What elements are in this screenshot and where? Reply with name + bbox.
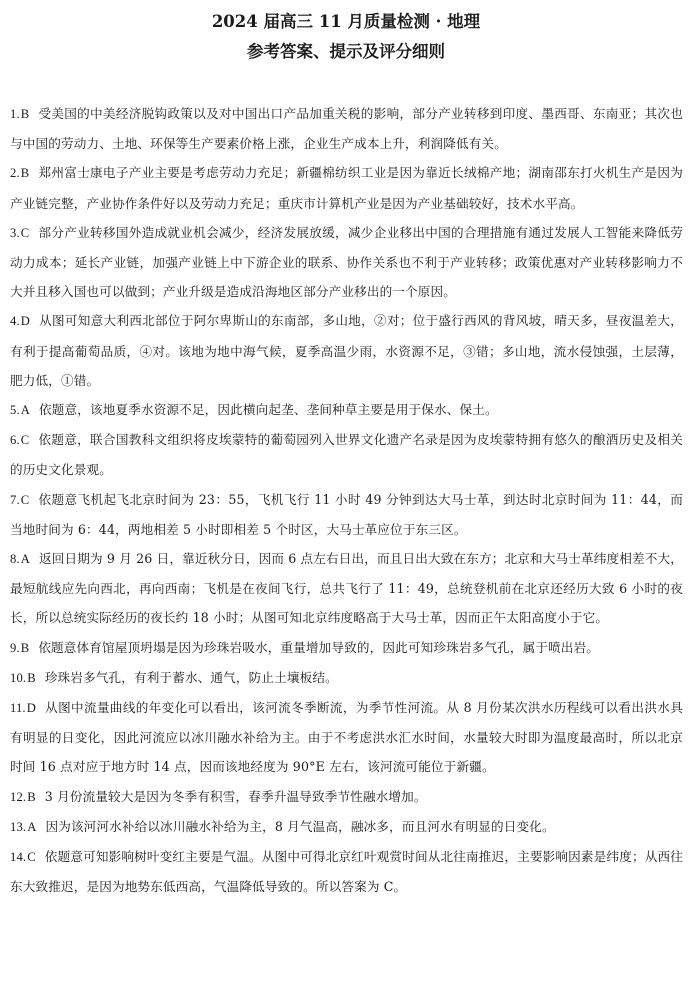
answer-list — [10, 99, 683, 901]
question-number: 6. — [10, 433, 20, 448]
answer-explanation: 3 月份流量较大是因为冬季有积雪，春季升温导致季节性融水增加。 — [44, 788, 427, 804]
answer-item — [10, 395, 683, 425]
answer-choice: C — [20, 225, 30, 240]
answer-choice: A — [20, 403, 30, 418]
answer-item — [10, 425, 683, 484]
answer-item — [10, 693, 683, 782]
answer-explanation: 返回日期为 9 月 26 日，靠近秋分日，因而 6 点左右日出，而且日出大致在东方；北京和大马士革纬度相差不大，最短航线应先向西北，再向西南；飞机是在夜间飞行，总共飞行了 11：49，总统登机前在北京还经历大致 6 小时的夜长，所以总统实际经历的夜长约 18 小时；从图可知北京纬度略高于大马士革，因而正午太阳高度小于它。 — [10, 551, 683, 626]
answer-explanation: 郑州富士康电子产业主要是考虑劳动力充足；新疆棉纺织工业是因为靠近长绒棉产地；湖南邵东打火机生产是因为产业链完整，产业协作条件好以及劳动力充足；重庆市计算机产业是因为产业基础较好，技术水平高。 — [10, 165, 683, 211]
answer-explanation: 受美国的中美经济脱钩政策以及对中国出口产品加重关税的影响，部分产业转移到印度、墨西哥、东南亚；其次也与中国的劳动力、土地、环保等生产要素价格上涨，企业生产成本上升，利润降低有关。 — [10, 106, 683, 152]
answer-explanation: 依题意飞机起飞北京时间为 23：55，飞机飞行 11 小时 49 分钟到达大马士革，到达时北京时间为 11：44，而当地时间为 6：44，两地相差 5 小时即相差 5 个时区，大马士革应位于东三区。 — [10, 491, 683, 537]
question-number: 1. — [10, 107, 20, 121]
answer-choice: B — [27, 789, 36, 804]
answer-choice: D — [26, 701, 36, 716]
answer-choice: A — [20, 552, 30, 567]
answer-item — [10, 812, 683, 842]
answer-explanation: 依题意，该地夏季水资源不足，因此横向起垄、垄间种草主要是用于保水、保土。 — [39, 402, 498, 418]
answer-explanation: 依题意，联合国教科文组织将皮埃蒙特的葡萄园列入世界文化遗产名录是因为皮埃蒙特拥有悠久的酿酒历史及相关的历史文化景观。 — [10, 432, 683, 478]
question-number: 2. — [10, 166, 20, 181]
question-number: 8. — [10, 552, 20, 567]
answer-item — [10, 544, 683, 633]
answer-explanation: 依题意体育馆屋顶坍塌是因为珍珠岩吸水，重量增加导致的，因此可知珍珠岩多气孔，属于喷出岩。 — [38, 639, 600, 655]
answer-item — [10, 306, 683, 395]
question-number: 13. — [10, 819, 27, 834]
question-number: 5. — [10, 403, 20, 418]
question-number: 3. — [10, 225, 20, 240]
answer-item — [10, 485, 683, 544]
question-number: 12. — [10, 789, 27, 804]
question-number: 14. — [10, 850, 27, 865]
answer-item — [10, 99, 683, 158]
answer-explanation: 因为该河河水补给以冰川融水补给为主，8 月气温高，融冰多，而且河水有明显的日变化。 — [45, 818, 555, 834]
answer-explanation: 部分产业转移国外造成就业机会减少，经济发展放缓，减少企业移出中国的合理措施有通过发展人工智能来降低劳动力成本；延长产业链，加强产业链上中下游企业的联系、协作关系也不利于产业转移；政策优惠对产业转移影响力不大并且移入国也可以做到；产业升级是造成沿海地区部分产业移出的一个原因。 — [10, 224, 683, 300]
answer-choice: C — [20, 492, 30, 507]
question-number: 4. — [10, 314, 20, 329]
question-number: 9. — [10, 640, 20, 655]
answer-explanation: 从图可知意大利西北部位于阿尔卑斯山的东南部，多山地，②对；位于盛行西风的背风坡，晴天多，昼夜温差大，有利于提高葡萄品质，④对。该地为地中海气候，夏季高温少雨，水资源不足，③错；多山地，流水侵蚀强，土层薄，肥力低，①错。 — [10, 313, 683, 388]
answer-choice: C — [20, 433, 30, 448]
page-subtitle: 参考答案、提示及评分细则 — [247, 42, 445, 61]
answer-choice: C — [27, 850, 36, 865]
answer-choice: D — [20, 314, 30, 329]
answer-choice: B — [20, 107, 30, 121]
answer-choice: B — [20, 166, 30, 181]
answer-choice: B — [27, 670, 36, 685]
answer-choice: A — [27, 819, 37, 834]
answer-item — [10, 633, 683, 663]
answer-item — [10, 158, 683, 217]
question-number: 11. — [10, 701, 26, 716]
answer-choice: B — [20, 640, 30, 655]
answer-item — [10, 663, 683, 693]
answer-item — [10, 218, 683, 307]
answer-explanation: 珍珠岩多气孔，有利于蓄水、通气，防止土壤板结。 — [44, 669, 338, 685]
answer-item — [10, 842, 683, 901]
question-number: 7. — [10, 492, 20, 507]
question-number: 10. — [10, 670, 27, 685]
answer-explanation: 从图中流量曲线的年变化可以看出，该河流冬季断流，为季节性河流。从 8 月份某次洪水历程线可以看出洪水具有明显的日变化，因此河流应以冰川融水补给为主。由于不考虑洪水汇水时间，水量较大时即为温度最高时，所以北京时间 16 点对应于地方时 14 点，因而该地经度为 90°E 左右，该河流可能位于新疆。 — [10, 700, 683, 775]
answer-explanation: 依题意可知影响树叶变红主要是气温。从图中可得北京红叶观赏时间从北往南推迟，主要影响因素是纬度；从西往东大致推迟，是因为地势东低西高，气温降低导致的。所以答案为 C。 — [10, 849, 683, 895]
answer-item — [10, 782, 683, 812]
page-title: 2024 届高三 11 月质量检测 · 地理 — [211, 12, 481, 31]
